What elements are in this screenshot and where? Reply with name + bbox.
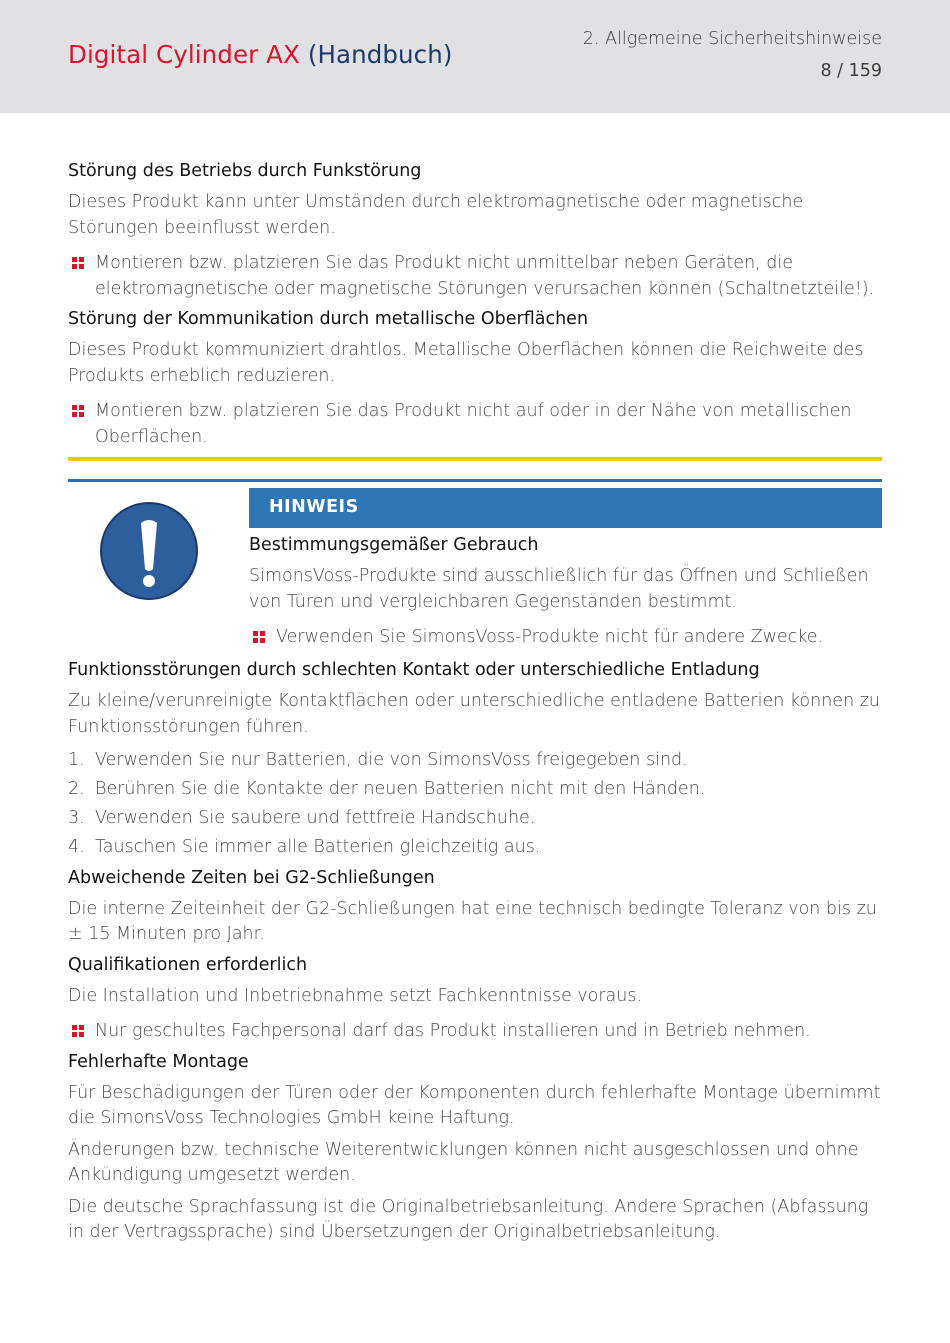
section-heading: Funktionsstörungen durch schlechten Kontakt oder unterschiedliche Entladung <box>68 660 760 680</box>
section-heading: Abweichende Zeiten bei G2-Schließungen <box>68 867 435 888</box>
section-heading: Störung des Betriebs durch Funkstörung <box>68 161 422 181</box>
chapter-title: 2. Allgemeine Sicherheitshinweise <box>582 29 882 49</box>
bullet-squares-icon <box>253 631 265 643</box>
list-item: 3. Verwenden Sie saubere und fettfreie Handschuhe. <box>68 808 536 828</box>
bullet-item <box>68 1019 882 1045</box>
section-heading: Fehlerhafte Montage <box>68 1051 249 1072</box>
notice-body <box>249 532 882 651</box>
section-divider <box>68 457 882 461</box>
document-title <box>68 40 453 69</box>
list-item: 1. Verwenden Sie nur Batterien, die von SimonsVoss freigegeben sind. <box>68 750 688 770</box>
notice-text: SimonsVoss-Produkte sind ausschließlich für das Öffnen und Schließen von Türen und vergleichbaren Gegenständen bestimmt. <box>249 566 869 612</box>
lower-sections <box>68 657 882 1246</box>
numbered-list <box>68 748 882 861</box>
section-text: Die interne Zeiteinheit der G2-Schließungen hat eine technisch bedingte Toleranz von bis zu ± 15 Minuten pro Jahr. <box>68 898 877 944</box>
top-sections <box>68 158 882 450</box>
document-title-type: (Handbuch) <box>307 40 453 69</box>
section-text: Änderungen bzw. technische Weiterentwicklungen können nicht ausgeschlossen und ohne Ankündigung umgesetzt werden. <box>68 1139 859 1185</box>
document-title-product: Digital Cylinder AX <box>68 40 300 69</box>
section-text: Die Installation und Inbetriebnahme setzt Fachkenntnisse voraus. <box>68 985 643 1006</box>
page-header <box>0 0 950 113</box>
section-text: Für Beschädigungen der Türen oder der Komponenten durch fehlerhafte Montage übernimmt die SimonsVoss Technologies GmbH keine Haftung. <box>68 1082 881 1128</box>
notice-top-rule <box>68 479 882 482</box>
section-text: Dieses Produkt kommuniziert drahtlos. Metallische Oberflächen können die Reichweite des Produkts erheblich reduzieren. <box>68 340 864 386</box>
bullet-text: Montieren bzw. platzieren Sie das Produkt nicht auf oder in der Nähe von metallischen Oberflächen. <box>95 401 852 447</box>
bullet-squares-icon <box>72 405 84 417</box>
exclamation-icon <box>99 501 199 601</box>
section-text: Dieses Produkt kann unter Umständen durch elektromagnetische oder magnetische Störungen beeinflusst werden. <box>68 192 804 238</box>
bullet-text: Montieren bzw. platzieren Sie das Produkt nicht unmittelbar neben Geräten, die elektromagnetische oder magnetische Störungen verursachen können (Schaltnetzteile!). <box>95 253 875 299</box>
section-text: Zu kleine/verunreinigte Kontaktflächen oder unterschiedliche entladene Batterien können zu Funktionsstörungen führen. <box>68 691 880 737</box>
bullet-item <box>68 399 882 450</box>
bullet-text: Nur geschultes Fachpersonal darf das Produkt installieren und in Betrieb nehmen. <box>95 1021 811 1041</box>
list-item: 2. Berühren Sie die Kontakte der neuen Batterien nicht mit den Händen. <box>68 779 706 799</box>
notice-heading: Bestimmungsgemäßer Gebrauch <box>249 535 539 555</box>
section-text: Die deutsche Sprachfassung ist die Originalbetriebsanleitung. Andere Sprachen (Abfassung in der Vertragssprache) sind Übersetzungen der Originalbetriebsanleitung. <box>68 1196 869 1242</box>
notice-label: HINWEIS <box>269 497 359 517</box>
list-item: 4. Tauschen Sie immer alle Batterien gleichzeitig aus. <box>68 837 541 857</box>
page-number: 8 / 159 <box>820 61 882 81</box>
bullet-item <box>68 251 882 302</box>
bullet-text: Verwenden Sie SimonsVoss-Produkte nicht für andere Zwecke. <box>276 627 824 647</box>
notice-label-bar <box>249 488 882 528</box>
bullet-squares-icon <box>72 1025 84 1037</box>
section-heading: Störung der Kommunikation durch metallische Oberflächen <box>68 309 589 329</box>
section-heading: Qualifikationen erforderlich <box>68 954 308 975</box>
bullet-squares-icon <box>72 257 84 269</box>
bullet-item <box>249 625 882 651</box>
